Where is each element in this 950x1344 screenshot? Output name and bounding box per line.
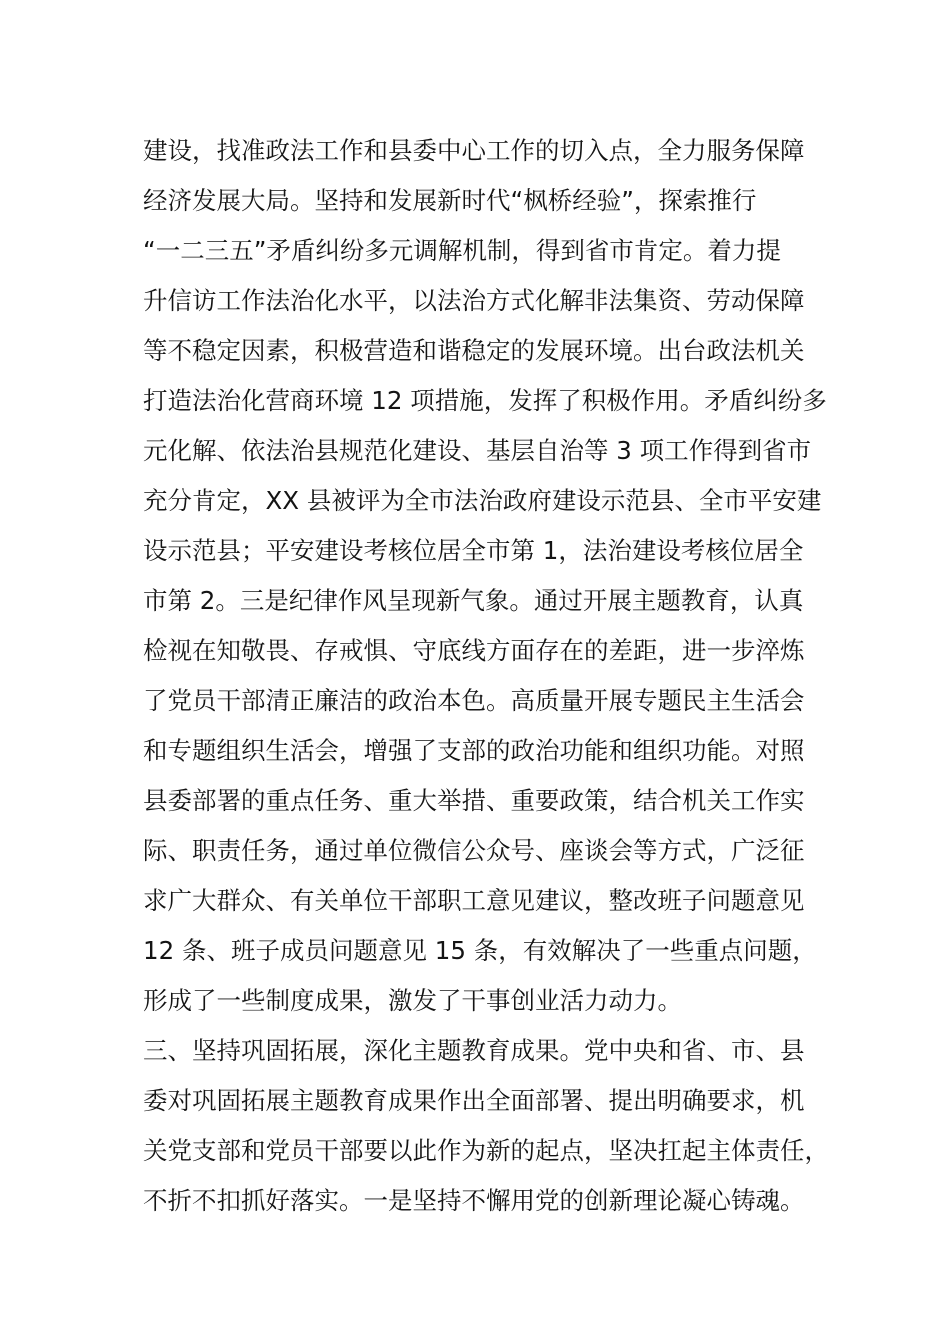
text-line: 形成了一些制度成果，激发了干事创业活力动力。 (143, 986, 682, 1015)
text-line: 等不稳定因素，积极营造和谐稳定的发展环境。出台政法机关 (143, 336, 805, 365)
text-line: “一二三五”矛盾纠纷多元调解机制，得到省市肯定。着力提 (143, 236, 781, 265)
text-line: 建设，找准政法工作和县委中心工作的切入点，全力服务保障 (143, 136, 805, 165)
text-line: 县委部署的重点任务、重大举措、重要政策，结合机关工作实 (143, 786, 805, 815)
text-line: 三、坚持巩固拓展，深化主题教育成果。党中央和省、市、县 (143, 1036, 805, 1065)
text-line: 不折不扣抓好落实。一是坚持不懈用党的创新理论凝心铸魂。 (143, 1186, 805, 1215)
text-line: 经济发展大局。坚持和发展新时代“枫桥经验”，探索推行 (143, 186, 757, 215)
text-line: 市第 2。三是纪律作风呈现新气象。通过开展主题教育，认真 (143, 586, 804, 615)
text-line: 12 条、班子成员问题意见 15 条，有效解决了一些重点问题， (143, 936, 817, 965)
text-line: 委对巩固拓展主题教育成果作出全面部署、提出明确要求，机 (143, 1086, 805, 1115)
text-line: 元化解、依法治县规范化建设、基层自治等 3 项工作得到省市 (143, 436, 812, 465)
text-line: 升信访工作法治化水平，以法治方式化解非法集资、劳动保障 (143, 286, 805, 315)
text-line: 了党员干部清正廉洁的政治本色。高质量开展专题民主生活会 (143, 686, 805, 715)
text-line: 设示范县；平安建设考核位居全市第 1，法治建设考核位居全 (143, 536, 804, 565)
text-line: 关党支部和党员干部要以此作为新的起点，坚决扛起主体责任， (143, 1136, 829, 1165)
text-line: 和专题组织生活会，增强了支部的政治功能和组织功能。对照 (143, 736, 805, 765)
text-line: 打造法治化营商环境 12 项措施，发挥了积极作用。矛盾纠纷多 (143, 386, 827, 415)
text-line: 求广大群众、有关单位干部职工意见建议，整改班子问题意见 (143, 886, 805, 915)
text-line: 际、职责任务，通过单位微信公众号、座谈会等方式，广泛征 (143, 836, 805, 865)
text-line: 检视在知敬畏、存戒惧、守底线方面存在的差距，进一步淬炼 (143, 636, 805, 665)
text-line: 充分肯定，XX 县被评为全市法治政府建设示范县、全市平安建 (143, 486, 822, 515)
body-text (143, 126, 829, 1226)
